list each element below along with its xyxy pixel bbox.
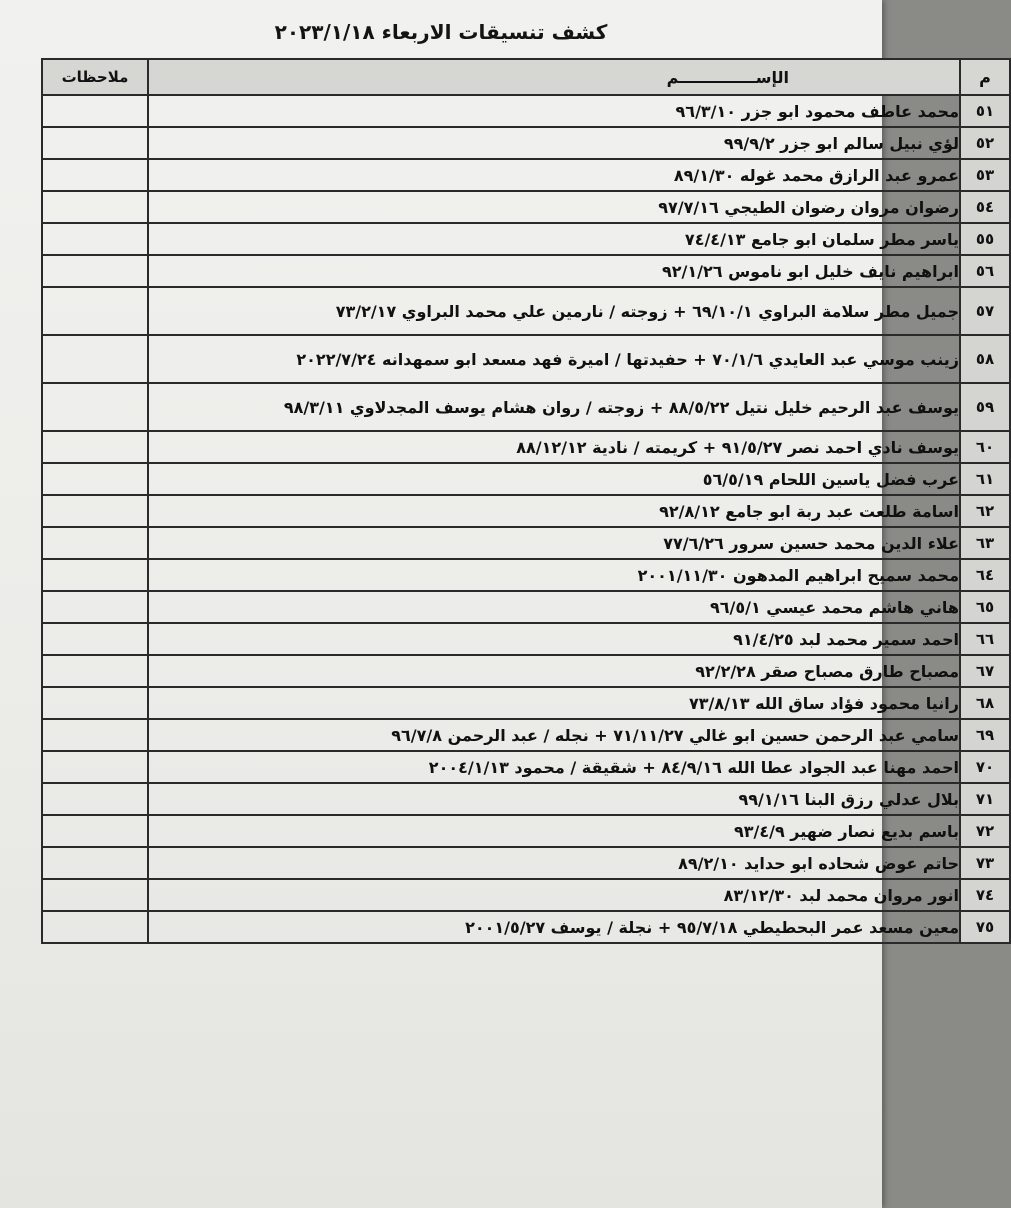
row-notes (42, 223, 148, 255)
row-notes (42, 591, 148, 623)
row-name: ابراهيم نايف خليل ابو ناموس ٩٢/١/٢٦ (148, 255, 960, 287)
table-row (42, 191, 1010, 223)
row-name: باسم بديع نصار ضهير ٩٣/٤/٩ (148, 815, 960, 847)
row-name: علاء الدين محمد حسين سرور ٧٧/٦/٢٦ (148, 527, 960, 559)
table-row (42, 463, 1010, 495)
row-notes (42, 527, 148, 559)
header-number: م (960, 59, 1010, 95)
row-notes (42, 191, 148, 223)
table-row (42, 623, 1010, 655)
table-row (42, 255, 1010, 287)
row-name: عمرو عبد الرازق محمد غوله ٨٩/١/٣٠ (148, 159, 960, 191)
table-row (42, 335, 1010, 383)
row-notes (42, 95, 148, 127)
row-number: ٥٤ (960, 191, 1010, 223)
table-body (42, 95, 1010, 943)
row-name: حاتم عوض شحاده ابو حدايد ٨٩/٢/١٠ (148, 847, 960, 879)
table-row (42, 815, 1010, 847)
table-row (42, 223, 1010, 255)
row-notes (42, 847, 148, 879)
row-number: ٥٦ (960, 255, 1010, 287)
row-notes (42, 463, 148, 495)
row-name: اسامة طلعت عبد ربة ابو جامع ٩٢/٨/١٢ (148, 495, 960, 527)
row-number: ٥٥ (960, 223, 1010, 255)
row-number: ٦٠ (960, 431, 1010, 463)
row-number: ٦٨ (960, 687, 1010, 719)
row-name: محمد عاطف محمود ابو جزر ٩٦/٣/١٠ (148, 95, 960, 127)
row-number: ٦٤ (960, 559, 1010, 591)
row-number: ٦٩ (960, 719, 1010, 751)
row-number: ٦٥ (960, 591, 1010, 623)
row-name: عرب فضل ياسين اللحام ٥٦/٥/١٩ (148, 463, 960, 495)
row-number: ٥٢ (960, 127, 1010, 159)
row-notes (42, 719, 148, 751)
row-notes (42, 255, 148, 287)
row-notes (42, 911, 148, 943)
row-number: ٦٧ (960, 655, 1010, 687)
row-name: جميل مطر سلامة البراوي ٦٩/١٠/١ + زوجته / نارمين علي محمد البراوي ٧٣/٢/١٧ (148, 287, 960, 335)
row-name: لؤي نبيل سالم ابو جزر ٩٩/٩/٢ (148, 127, 960, 159)
row-number: ٦٣ (960, 527, 1010, 559)
row-number: ٦٦ (960, 623, 1010, 655)
row-number: ٧٤ (960, 879, 1010, 911)
row-name: معين مسعد عمر البحطيطي ٩٥/٧/١٨ + نجلة / يوسف ٢٠٠١/٥/٢٧ (148, 911, 960, 943)
row-notes (42, 879, 148, 911)
row-name: احمد مهنا عبد الجواد عطا الله ٨٤/٩/١٦ + شقيقة / محمود ٢٠٠٤/١/١٣ (148, 751, 960, 783)
row-name: انور مروان محمد لبد ٨٣/١٢/٣٠ (148, 879, 960, 911)
row-number: ٦٢ (960, 495, 1010, 527)
document-title: كشف تنسيقات الاربعاء ٢٠٢٣/١/١٨ (274, 20, 608, 44)
row-notes (42, 495, 148, 527)
row-number: ٥١ (960, 95, 1010, 127)
row-name: زينب موسي عبد العايدي ٧٠/١/٦ + حفيدتها / اميرة فهد مسعد ابو سمهدانه ٢٠٢٢/٧/٢٤ (148, 335, 960, 383)
table-row (42, 687, 1010, 719)
row-number: ٥٩ (960, 383, 1010, 431)
row-notes (42, 335, 148, 383)
table-row (42, 559, 1010, 591)
row-notes (42, 127, 148, 159)
row-number: ٧٥ (960, 911, 1010, 943)
row-number: ٧٣ (960, 847, 1010, 879)
table-row (42, 783, 1010, 815)
table-row (42, 287, 1010, 335)
row-name: ياسر مطر سلمان ابو جامع ٧٤/٤/١٣ (148, 223, 960, 255)
row-name: مصباح طارق مصباح صقر ٩٢/٢/٢٨ (148, 655, 960, 687)
table-row (42, 719, 1010, 751)
table-header-row (42, 59, 1010, 95)
row-number: ٦١ (960, 463, 1010, 495)
row-name: بلال عدلي رزق البنا ٩٩/١/١٦ (148, 783, 960, 815)
table-row (42, 527, 1010, 559)
row-number: ٥٧ (960, 287, 1010, 335)
row-notes (42, 431, 148, 463)
row-name: رانيا محمود فؤاد ساق الله ٧٣/٨/١٣ (148, 687, 960, 719)
row-notes (42, 287, 148, 335)
row-notes (42, 751, 148, 783)
row-name: يوسف نادي احمد نصر ٩١/٥/٢٧ + كريمته / نادية ٨٨/١٢/١٢ (148, 431, 960, 463)
table-row (42, 431, 1010, 463)
row-name: سامي عبد الرحمن حسين ابو غالي ٧١/١١/٢٧ + نجله / عبد الرحمن ٩٦/٧/٨ (148, 719, 960, 751)
roster-table (41, 58, 1011, 944)
row-number: ٧٢ (960, 815, 1010, 847)
row-name: رضوان مروان رضوان الطيجي ٩٧/٧/١٦ (148, 191, 960, 223)
table-row (42, 383, 1010, 431)
row-notes (42, 815, 148, 847)
row-name: محمد سميح ابراهيم المدهون ٢٠٠١/١١/٣٠ (148, 559, 960, 591)
row-number: ٧١ (960, 783, 1010, 815)
row-number: ٥٣ (960, 159, 1010, 191)
row-number: ٥٨ (960, 335, 1010, 383)
row-notes (42, 383, 148, 431)
row-notes (42, 159, 148, 191)
row-name: هاني هاشم محمد عيسي ٩٦/٥/١ (148, 591, 960, 623)
table-row (42, 911, 1010, 943)
table-row (42, 591, 1010, 623)
row-name: يوسف عبد الرحيم خليل نتيل ٨٨/٥/٢٢ + زوجته / روان هشام يوسف المجدلاوي ٩٨/٣/١١ (148, 383, 960, 431)
table-row (42, 127, 1010, 159)
header-name: الإســــــــــــــم (148, 59, 960, 95)
row-notes (42, 783, 148, 815)
row-notes (42, 655, 148, 687)
header-notes: ملاحظات (42, 59, 148, 95)
table-row (42, 655, 1010, 687)
row-name: احمد سمير محمد لبد ٩١/٤/٢٥ (148, 623, 960, 655)
table-row (42, 751, 1010, 783)
row-number: ٧٠ (960, 751, 1010, 783)
row-notes (42, 623, 148, 655)
table-row (42, 847, 1010, 879)
table-row (42, 159, 1010, 191)
table-row (42, 495, 1010, 527)
table-row (42, 879, 1010, 911)
row-notes (42, 559, 148, 591)
table-row (42, 95, 1010, 127)
row-notes (42, 687, 148, 719)
